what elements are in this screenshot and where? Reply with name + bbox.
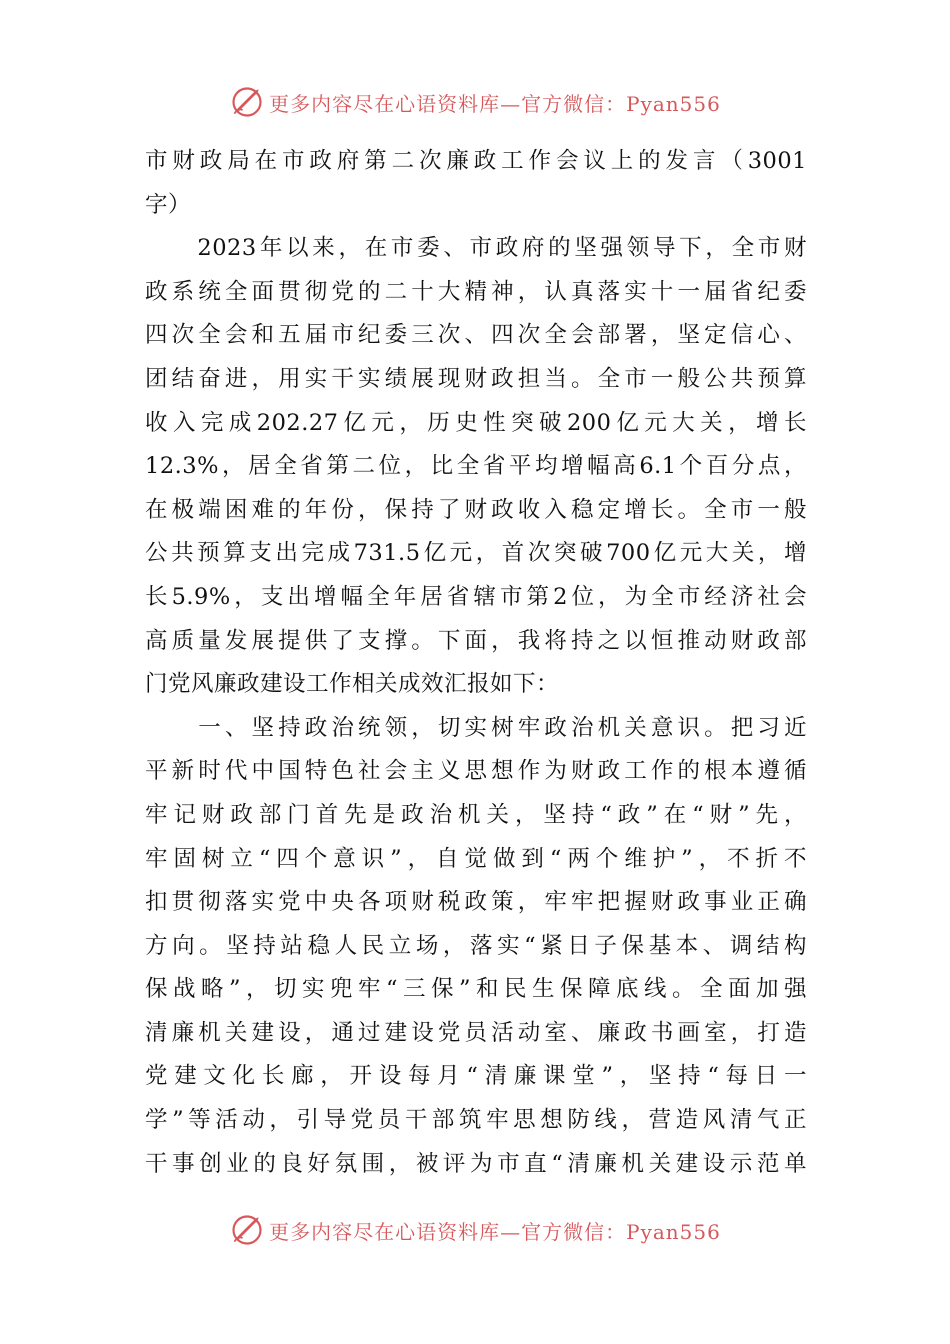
text-line: 政系统全面贯彻党的二十大精神，认真落实十一届省纪委 [145,278,807,305]
text-line: 2023年以来，在市委、市政府的坚强领导下，全市财 [145,235,807,262]
text-line: 团结奋进，用实干实绩展现财政担当。全市一般公共预算 [145,365,807,392]
text-line: 一、坚持政治统领，切实树牢政治机关意识。把习近 [145,714,807,741]
pen-circle-logo-icon [229,84,265,120]
text-line: 公共预算支出完成731.5亿元，首次突破700亿元大关，增 [145,540,807,567]
text-line: 12.3%，居全省第二位，比全省平均增幅高6.1个百分点， [145,453,807,480]
text-line: 长5.9%，支出增幅全年居省辖市第2位，为全市经济社会 [145,583,807,610]
text-line: 保战略”，切实兜牢“三保”和民生保障底线。全面加强 [145,976,807,1003]
text-line: 干事创业的良好氛围，被评为市直“清廉机关建设示范单 [145,1150,807,1177]
header-watermark-banner [0,82,950,122]
text-line: 扣贯彻落实党中央各项财税政策，牢牢把握财政事业正确 [145,889,807,916]
document-title [145,140,807,227]
title-line: 市财政局在市政府第二次廉政工作会议上的发言（3001 [145,148,807,174]
text-line: 牢固树立“四个意识”，自觉做到“两个维护”，不折不 [145,845,807,872]
text-line: 门党风廉政建设工作相关成效汇报如下： [145,671,560,698]
paragraph-section-one [145,707,807,1187]
text-line: 在极端困难的年份，保持了财政收入稳定增长。全市一般 [145,496,807,523]
text-line: 收入完成202.27亿元，历史性突破200亿元大关，增长 [145,409,807,436]
text-line: 高质量发展提供了支撑。下面，我将持之以恒推动财政部 [145,627,807,654]
banner-text: 更多内容尽在心语资料库—官方微信：Pyan556 [269,91,721,116]
text-line: 四次全会和五届市纪委三次、四次全会部署，坚定信心、 [145,322,807,349]
document-body [145,140,807,1186]
text-line: 牢记财政部门首先是政治机关，坚持“政”在“财”先， [145,801,807,828]
pen-circle-logo-icon [229,1212,265,1248]
text-line: 清廉机关建设，通过建设党员活动室、廉政书画室，打造 [145,1019,807,1046]
text-line: 学”等活动，引导党员干部筑牢思想防线，营造风清气正 [145,1107,807,1134]
banner-text: 更多内容尽在心语资料库—官方微信：Pyan556 [269,1219,721,1244]
text-line: 党建文化长廊，开设每月“清廉课堂”，坚持“每日一 [145,1063,807,1090]
text-line: 平新时代中国特色社会主义思想作为财政工作的根本遵循 [145,758,807,785]
paragraph-intro [145,227,807,707]
text-line: 方向。坚持站稳人民立场，落实“紧日子保基本、调结构 [145,932,807,959]
footer-watermark-banner [0,1210,950,1250]
title-line: 字） [145,191,192,218]
